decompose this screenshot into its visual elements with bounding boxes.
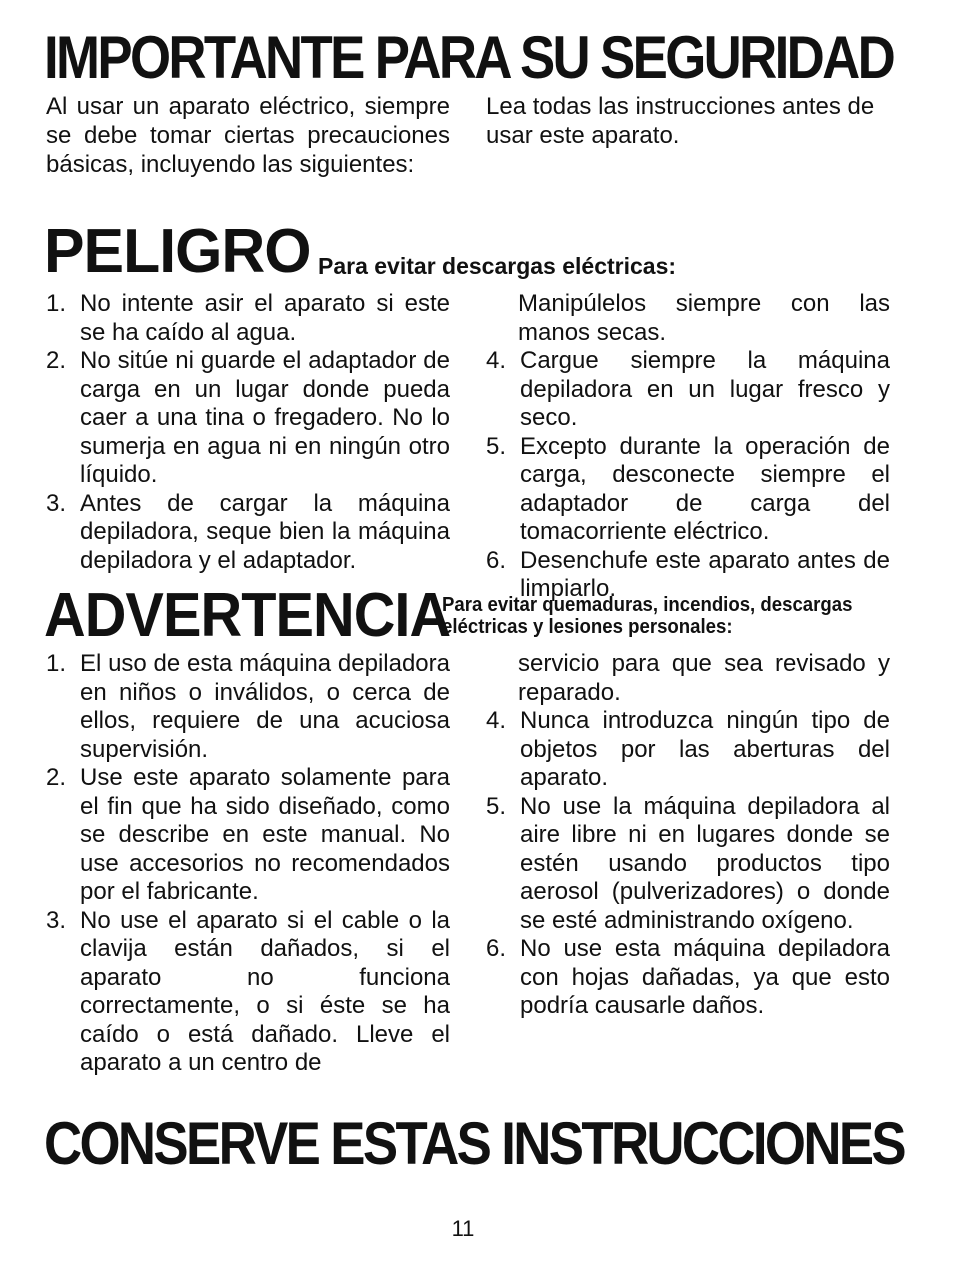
item-text: No intente asir el aparato si este se ha caído al agua. [80, 290, 450, 346]
peligro-subheading: Para evitar descargas eléctricas: [318, 253, 677, 279]
list-item [486, 347, 890, 433]
item-continuation: servicio para que sea revisado y reparado. [518, 650, 890, 706]
advertencia-subheading: Para evitar quemaduras, incendios, descargas eléctricas y lesiones personales: [442, 594, 853, 638]
item-text: No use la máquina depiladora al aire libre ni en lugares donde se estén usando productos tipo aerosol (pulverizadores) o donde se esté administrando oxígeno. [520, 792, 890, 934]
list-item [486, 707, 890, 793]
item-number: 2. [46, 764, 67, 791]
item-number: 3. [46, 489, 67, 517]
item-text: El uso de esta máquina depiladora en niños o inválidos, o cerca de ellos, requiere de una acuciosa supervisión. [80, 650, 450, 763]
list-item [486, 433, 890, 547]
footer-title: CONSERVE ESTAS INSTRUCCIONES [44, 1110, 905, 1177]
item-text: No use esta máquina depiladora con hojas dañadas, ya que esto podría causarle daños. [520, 935, 890, 1019]
item-number: 4. [486, 707, 507, 734]
intro-text: Al usar un aparato eléctrico, siempre se debe tomar ciertas precauciones básicas, incluyendo las siguientes: [46, 93, 450, 178]
advertencia-left-column [46, 650, 450, 1078]
advertencia-right-column [486, 650, 890, 1021]
item-number: 5. [486, 792, 507, 820]
item-text: Desenchufe este aparato antes de limpiarlo. [520, 546, 890, 602]
page-number: 11 [451, 1216, 475, 1241]
peligro-right-column [486, 290, 890, 604]
item-number: 6. [486, 935, 507, 962]
advertencia-heading: ADVERTENCIA [44, 581, 451, 650]
item-number: 1. [46, 650, 67, 677]
item-text: No use el aparato si el cable o la clavija están dañados, si el aparato no funciona correctamente, o si éste se ha caído o está dañado. Lleve el aparato a un centro de [80, 906, 450, 1076]
item-number: 5. [486, 432, 507, 460]
page-title: IMPORTANTE PARA SU SEGURIDAD [44, 24, 894, 91]
item-number: 2. [46, 347, 67, 374]
item-text: No sitúe ni guarde el adaptador de carga en un lugar donde pueda caer a una tina o fregadero. No lo sumerja en agua ni en ningún otro líquido. [80, 347, 450, 488]
peligro-heading: PELIGRO [44, 217, 311, 286]
list-item [46, 290, 450, 347]
list-item [46, 764, 450, 907]
list-item [46, 490, 450, 576]
item-number: 1. [46, 290, 67, 317]
intro-read-instructions: Lea todas las instrucciones antes de usar este aparato. [486, 93, 875, 149]
item-text: Excepto durante la operación de carga, desconecte siempre el adaptador de carga del tomacorriente eléctrico. [520, 432, 890, 545]
item-number: 6. [486, 546, 507, 574]
list-item [46, 347, 450, 490]
item-text: Antes de cargar la máquina depiladora, seque bien la máquina depiladora y el adaptador. [80, 489, 450, 574]
list-item [486, 935, 890, 1021]
peligro-left-column [46, 290, 450, 575]
item-number: 3. [46, 906, 67, 934]
list-item [486, 793, 890, 936]
item-text: Cargue siempre la máquina depiladora en un lugar fresco y seco. [520, 347, 890, 431]
list-item [46, 907, 450, 1078]
item-continuation: Manipúlelos siempre con las manos secas. [518, 290, 890, 346]
item-text: Nunca introduzca ningún tipo de objetos por las aberturas del aparato. [520, 707, 890, 791]
list-item [46, 650, 450, 764]
item-number: 4. [486, 347, 507, 374]
item-text: Use este aparato solamente para el fin que ha sido diseñado, como se describe en este manual. No use accesorios no recomendados por el fabricante. [80, 764, 450, 905]
